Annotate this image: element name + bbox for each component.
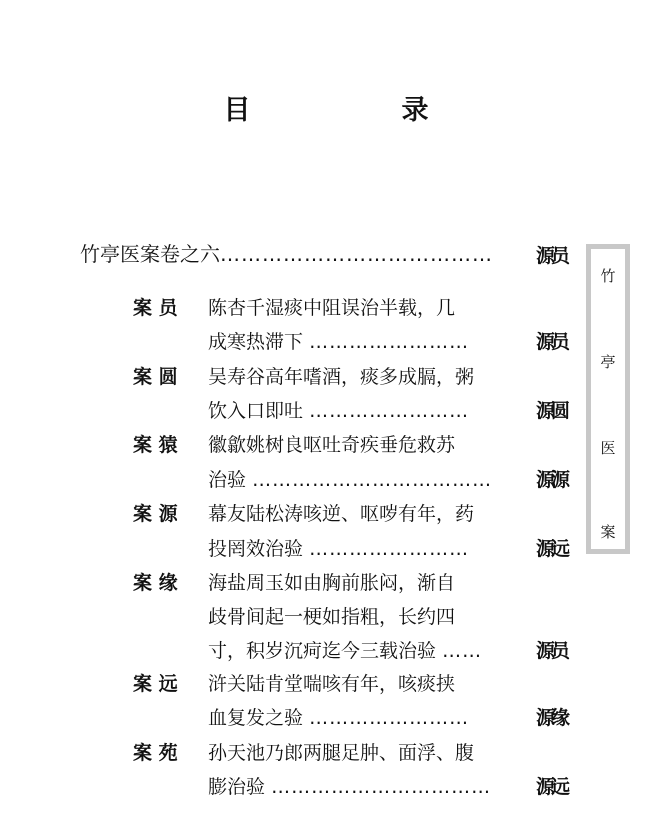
entry-page-number: 源员 (536, 331, 567, 353)
volume-title (80, 242, 493, 266)
page-title: 目 录 (223, 95, 491, 126)
case-label: 案 远 (133, 673, 178, 695)
entry-page-number: 源远 (536, 538, 567, 560)
entry-dots: …… (442, 640, 483, 662)
entry-line (208, 537, 469, 561)
entry-page-number: 源缘 (536, 707, 567, 729)
case-label: 案 苑 (133, 742, 178, 764)
case-label: 案 源 (133, 503, 178, 525)
volume-title-text: 竹亭医案卷之六 (80, 242, 220, 266)
entry-line: 陈杏千湿痰中阻误治半载，几 (208, 297, 456, 319)
entry-line: 孙天池乃郎两腿足肿、面浮、腹 (208, 742, 475, 764)
entry-line-text: 血复发之验 (208, 707, 304, 729)
side-tab-char: 案 (600, 523, 616, 541)
entry-dots: ……………………………… (252, 469, 493, 491)
entry-page-number: 源员 (536, 640, 567, 662)
case-label: 案 员 (133, 297, 178, 319)
side-tab-char: 亭 (600, 353, 616, 371)
entry-dots: …………………… (309, 538, 470, 560)
side-tab (586, 244, 630, 554)
side-tab-char: 竹 (600, 267, 616, 285)
entry-line: 徽歙姚树良呕吐奇疾垂危救苏 (208, 434, 456, 456)
entry-line (208, 706, 469, 730)
entry-line-text: 成寒热滞下 (208, 331, 304, 353)
entry-line-text: 饮入口即吐 (208, 400, 304, 422)
volume-page-number: 源员 (536, 245, 567, 267)
entry-line: 歧骨间起一梗如指粗，长约四 (208, 606, 456, 628)
entry-line: 幕友陆松涛咳逆、呕哕有年，药 (208, 503, 475, 525)
case-label: 案 圆 (133, 366, 178, 388)
entry-line-text: 寸，积岁沉疴迄今三载治验 (208, 640, 437, 662)
entry-line-text: 投罔效治验 (208, 538, 304, 560)
entry-line (208, 330, 469, 354)
entry-page-number: 源源 (536, 469, 567, 491)
entry-line (208, 468, 492, 492)
case-label: 案 缘 (133, 572, 178, 594)
entry-line (208, 775, 491, 799)
entry-line (208, 399, 469, 423)
entry-dots: …………………… (309, 331, 470, 353)
entry-line-text: 治验 (208, 469, 247, 491)
case-label: 案 猿 (133, 434, 178, 456)
entry-dots: …………………………… (271, 776, 492, 798)
entry-line (208, 639, 482, 663)
entry-line: 浒关陆肯堂喘咳有年，咳痰挟 (208, 673, 456, 695)
entry-page-number: 源圆 (536, 400, 567, 422)
entry-line-text: 膨治验 (208, 776, 266, 798)
side-tab-char: 医 (600, 439, 616, 457)
entry-dots: …………………… (309, 707, 470, 729)
entry-page-number: 源远 (536, 776, 567, 798)
entry-line: 海盐周玉如由胸前胀闷，渐自 (208, 572, 456, 594)
volume-dots: ………………………………… (220, 242, 493, 266)
entry-dots: …………………… (309, 400, 470, 422)
entry-line: 吴寿谷高年嗜酒，痰多成膈，粥 (208, 366, 475, 388)
